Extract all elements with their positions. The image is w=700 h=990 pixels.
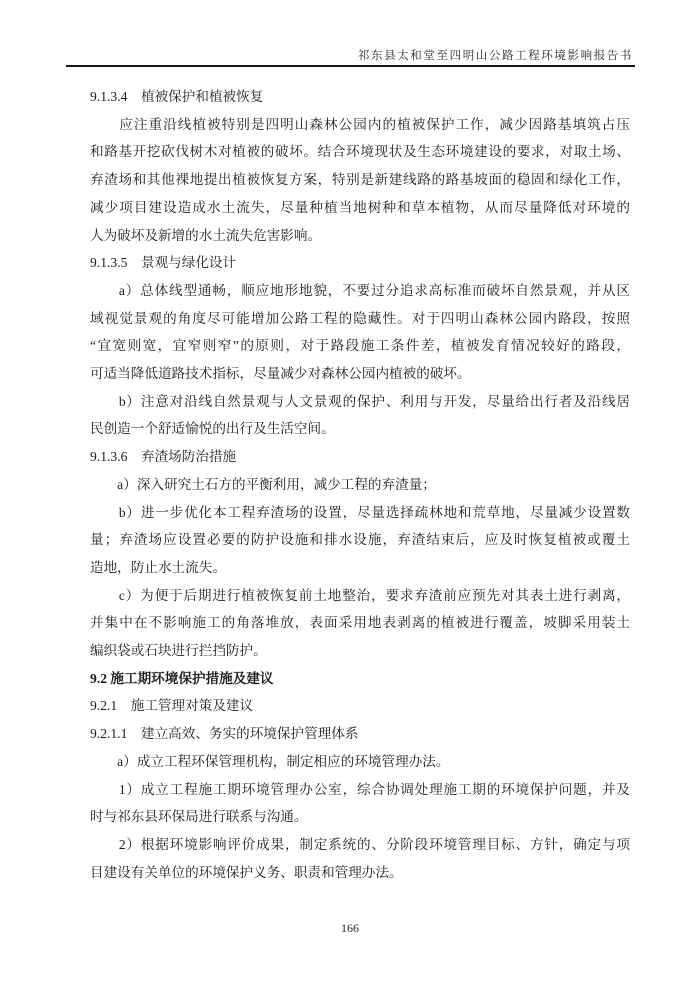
para-landscape-b-line-1: b）注意对沿线自然景观与人文景观的保护、利用与开发，尽量给出行者及沿线居 (90, 393, 630, 409)
para-mgmt-1 (90, 776, 630, 831)
page-number: 166 (341, 921, 359, 935)
heading-9-1-3-5-line-1: 9.1.3.5 景观与绿化设计 (90, 255, 237, 271)
para-spoil-b (90, 499, 630, 582)
header-divider-line (66, 65, 635, 67)
para-landscape-a-line-1: a）总体线型通畅，顺应地形地貌，不要过分追求高标准而破坏自然景观，并从区 (90, 282, 630, 298)
para-vegetation-protection-line-2: 和路基开挖砍伐树木对植被的破坏。结合环境现状及生态环境建设的要求，对取土场、 (90, 144, 630, 160)
para-spoil-c (90, 582, 630, 665)
para-landscape-a-line-3: “宜宽则宽，宜窄则窄”的原则，对于路段施工条件差，植被发育情况较好的路段， (90, 338, 630, 354)
para-mgmt-2-line-2: 目建设有关单位的环境保护义务、职责和管理办法。 (90, 864, 403, 880)
heading-9-2 (90, 665, 630, 693)
heading-9-2-line-1: 9.2 施工期环境保护措施及建议 (90, 670, 274, 686)
heading-9-1-3-4-line-1: 9.1.3.4 植被保护和植被恢复 (90, 89, 264, 104)
para-vegetation-protection-line-5: 人为破坏及新增的水土流失危害影响。 (90, 227, 322, 243)
para-mgmt-a-line-1: a）成立工程环保管理机构，制定相应的环境管理办法。 (90, 753, 450, 769)
para-mgmt-1-line-2: 时与祁东县环保局进行联系与沟通。 (90, 809, 308, 825)
para-vegetation-protection-line-1: 应注重沿线植被特别是四明山森林公园内的植被保护工作，减少因路基填筑占压 (90, 116, 630, 132)
para-spoil-c-line-2: 并集中在不影响施工的角落堆放，表面采用地表剥离的植被进行覆盖，坡脚采用装土 (90, 615, 630, 631)
heading-9-1-3-4 (90, 83, 630, 111)
heading-9-1-3-6-line-1: 9.1.3.6 弃渣场防治措施 (90, 449, 237, 465)
para-mgmt-2 (90, 831, 630, 886)
document-body (90, 83, 630, 886)
para-landscape-a-line-4: 可适当降低道路技术指标，尽量减少对森林公园内植被的破坏。 (90, 366, 471, 382)
heading-9-2-1-1 (90, 720, 630, 748)
para-spoil-c-line-3: 编织袋或石块进行拦挡防护。 (90, 643, 267, 659)
heading-9-2-1 (90, 692, 630, 720)
para-spoil-c-line-1: c）为便于后期进行植被恢复前土地整治，要求弃渣前应预先对其表土进行剥离， (90, 587, 630, 603)
para-mgmt-a (90, 748, 630, 776)
para-vegetation-protection-line-3: 弃渣场和其他裸地提出植被恢复方案，特别是新建线路的路基坡面的稳固和绿化工作， (90, 172, 630, 188)
para-spoil-a-line-1: a）深入研究土石方的平衡利用，减少工程的弃渣量； (90, 476, 436, 492)
para-landscape-a-line-2: 域视觉景观的角度尽可能增加公路工程的隐藏性。对于四明山森林公园内路段，按照 (90, 310, 630, 326)
para-landscape-b-line-2: 民创造一个舒适愉悦的出行及生活空间。 (90, 421, 335, 437)
heading-9-2-1-line-1: 9.2.1 施工管理对策及建议 (90, 698, 254, 714)
para-landscape-b (90, 388, 630, 443)
para-vegetation-protection (90, 111, 630, 250)
para-vegetation-protection-line-4: 减少项目建设造成水土流失，尽量种植当地树种和草本植物，从而尽量降低对环境的 (90, 199, 630, 215)
para-landscape-a (90, 277, 630, 388)
para-mgmt-2-line-1: 2）根据环境影响评价成果，制定系统的、分阶段环境管理目标、方针，确定与项 (90, 836, 630, 852)
running-header-title: 祁东县太和堂至四明山公路工程环境影响报告书 (357, 50, 633, 62)
para-spoil-b-line-2: 量；弃渣场应设置必要的防护设施和排水设施，弃渣结束后，应及时恢复植被或覆土 (90, 532, 630, 548)
para-spoil-a (90, 471, 630, 499)
para-spoil-b-line-3: 造地，防止水土流失。 (90, 559, 226, 575)
heading-9-1-3-6 (90, 443, 630, 471)
heading-9-1-3-5 (90, 249, 630, 277)
para-spoil-b-line-1: b）进一步优化本工程弃渣场的设置，尽量选择疏林地和荒草地，尽量减少设置数 (90, 504, 630, 520)
para-mgmt-1-line-1: 1）成立工程施工期环境管理办公室，综合协调处理施工期的环境保护问题，并及 (90, 781, 630, 797)
heading-9-2-1-1-line-1: 9.2.1.1 建立高效、务实的环境保护管理体系 (90, 726, 359, 742)
